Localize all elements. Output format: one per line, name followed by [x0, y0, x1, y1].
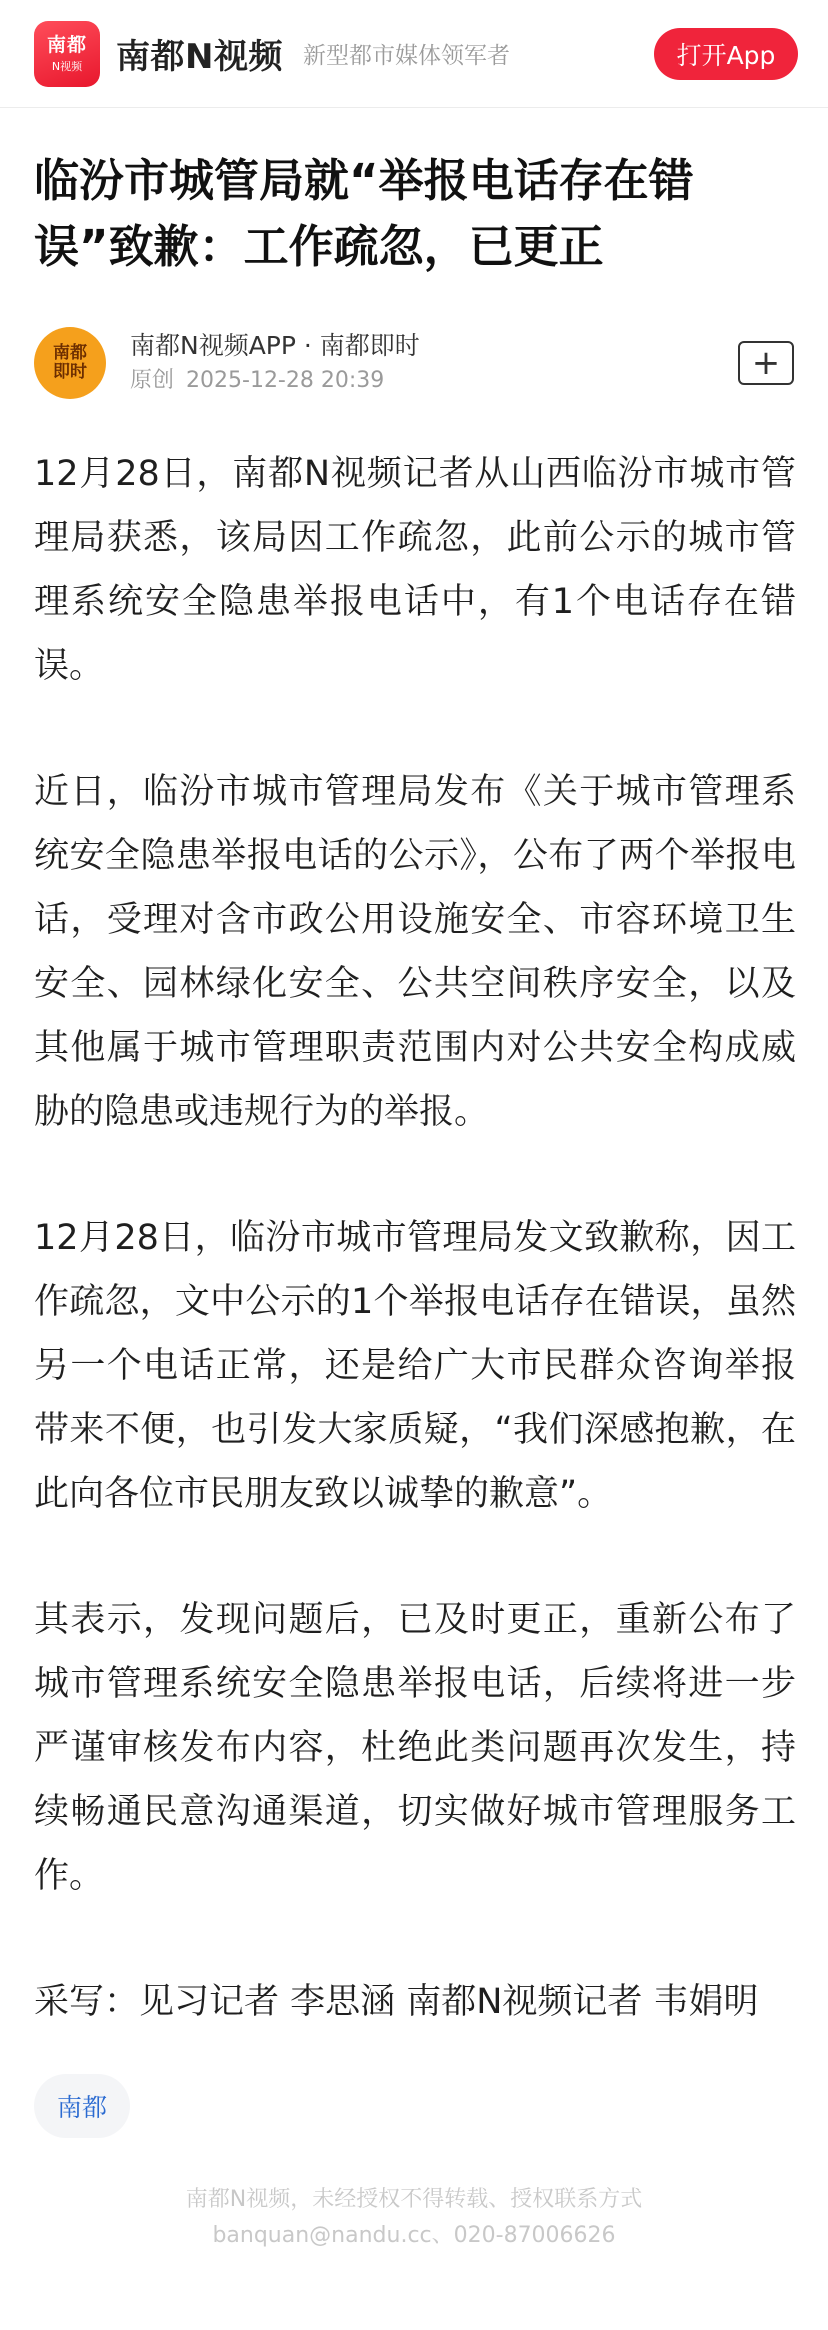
author-bar — [0, 324, 828, 402]
logo-text-sub: N视频 — [51, 59, 83, 73]
follow-button[interactable] — [738, 341, 794, 385]
article-byline: 采写：见习记者 李思涵 南都N视频记者 韦娟明 — [34, 1982, 759, 2022]
app-logo[interactable] — [34, 21, 100, 87]
avatar-text-line2: 即时 — [53, 362, 87, 382]
logo-text-main: 南都 — [46, 33, 87, 56]
author-avatar[interactable] — [34, 327, 106, 399]
author-source[interactable]: 南都N视频APP · 南都即时 — [130, 331, 420, 360]
article-title: 临汾市城管局就“举报电话存在错误”致歉：工作疏忽，已更正 — [34, 154, 694, 273]
author-info — [130, 328, 420, 398]
article-paragraph: 12月28日，临汾市城市管理局发文致歉称，因工作疏忽，文中公示的1个举报电话存在错误，虽然另一个电话正常，还是给广大市民群众咨询举报带来不便，也引发大家质疑，“我们深感抱歉，在此向各位市民朋友致以诚挚的歉意”。 — [34, 1218, 796, 1514]
brand-slogan: 新型都市媒体领军者 — [302, 43, 510, 69]
copyright-contact: banquan@nandu.cc、020-87006626 — [212, 2223, 616, 2248]
article-tag[interactable]: 南都 — [34, 2074, 130, 2138]
copyright-line: 南都N视频，未经授权不得转载、授权联系方式 — [185, 2187, 643, 2212]
article-body — [0, 442, 828, 2034]
top-bar — [0, 0, 828, 108]
copyright-notice — [0, 2182, 828, 2254]
article-paragraph: 12月28日，南都N视频记者从山西临汾市城市管理局获悉，该局因工作疏忽，此前公示的城市管理系统安全隐患举报电话中，有1个电话存在错误。 — [34, 454, 796, 686]
article-meta — [130, 364, 420, 398]
avatar-text-line1: 南都 — [53, 343, 87, 363]
brand-name: 南都N视频 — [116, 37, 283, 77]
publish-datetime: 2025-12-28 20:39 — [186, 368, 385, 393]
article-paragraph: 近日，临汾市城市管理局发布《关于城市管理系统安全隐患举报电话的公示》，公布了两个举报电话，受理对含市政公用设施安全、市容环境卫生安全、园林绿化安全、公共空间秩序安全，以及其他属于城市管理职责范围内对公共安全构成威胁的隐患或违规行为的举报。 — [34, 772, 796, 1132]
article-paragraph: 其表示，发现问题后，已及时更正，重新公布了城市管理系统安全隐患举报电话，后续将进一步严谨审核发布内容，杜绝此类问题再次发生，持续畅通民意沟通渠道，切实做好城市管理服务工作。 — [34, 1600, 796, 1896]
plus-icon: + — [751, 343, 781, 383]
open-app-button[interactable]: 打开App — [654, 28, 798, 80]
original-label: 原创 — [130, 368, 175, 393]
